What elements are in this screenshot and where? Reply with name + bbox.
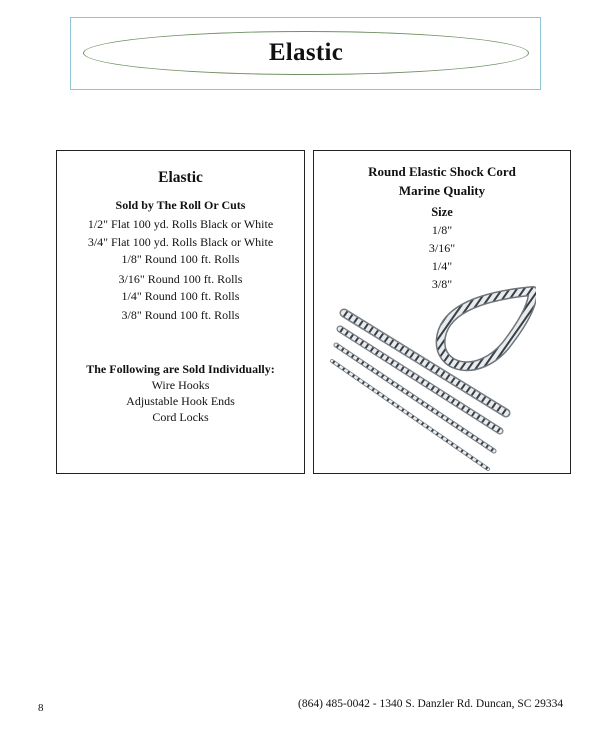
size-item: 3/8": [431, 277, 453, 291]
footer-contact: (864) 485-0042 - 1340 S. Danzler Rd. Duncan, SC 29334: [298, 698, 564, 710]
header-frame: [70, 17, 541, 90]
size-label: Size: [431, 205, 453, 219]
panel-subtitle: Sold by The Roll Or Cuts: [115, 198, 246, 212]
size-item: 1/4": [431, 259, 453, 273]
individual-item: Cord Locks: [152, 410, 209, 424]
roll-item: 1/4" Round 100 ft. Rolls: [121, 289, 240, 303]
size-item: 1/8": [431, 223, 453, 237]
page-number: 8: [38, 702, 44, 714]
individual-item: Adjustable Hook Ends: [126, 394, 235, 408]
shock-cord-quality: Marine Quality: [398, 183, 486, 198]
shock-cord-photo: [328, 285, 536, 473]
roll-item: 3/4" Flat 100 yd. Rolls Black or White: [87, 235, 274, 249]
page-title: Elastic: [268, 39, 344, 66]
shock-cord-panel: [313, 150, 571, 474]
roll-item: 3/16" Round 100 ft. Rolls: [118, 272, 243, 286]
roll-item: 1/2" Flat 100 yd. Rolls Black or White: [87, 217, 274, 231]
shock-cord-title: [314, 162, 570, 200]
individual-heading: The Following are Sold Individually:: [86, 362, 275, 376]
elastic-info-panel: [56, 150, 305, 474]
panel-title: Elastic: [158, 169, 203, 186]
roll-item: 3/8" Round 100 ft. Rolls: [121, 308, 240, 322]
individual-item: Wire Hooks: [151, 378, 210, 392]
cord-loop-pattern: [441, 291, 533, 366]
cord-pieces: [332, 313, 506, 469]
size-item: 3/16": [428, 241, 456, 255]
shock-cord-title-line: Round Elastic Shock Cord: [368, 164, 516, 179]
roll-item: 1/8" Round 100 ft. Rolls: [121, 252, 240, 266]
header-banner: [83, 31, 529, 75]
